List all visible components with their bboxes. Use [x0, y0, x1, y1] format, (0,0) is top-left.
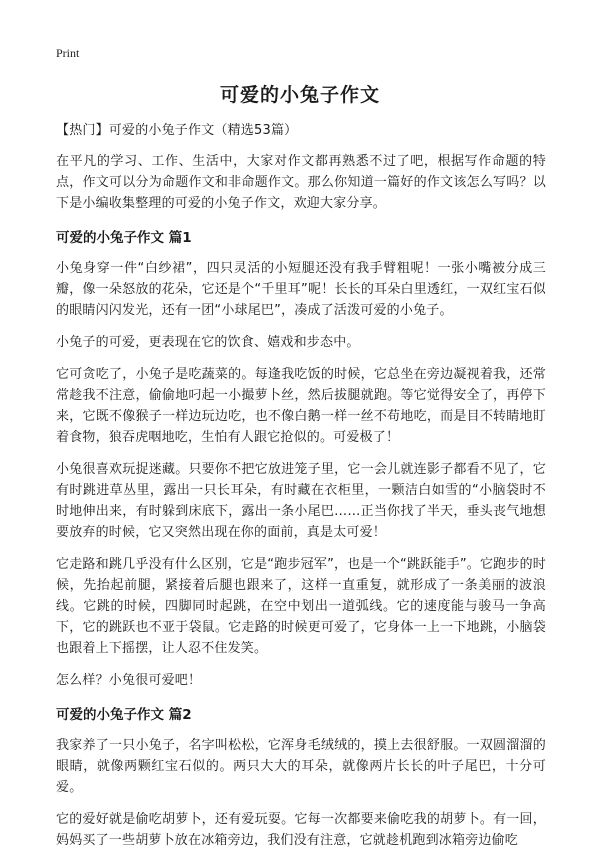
- intro-paragraph: 在平凡的学习、工作、生活中，大家对作文都再熟悉不过了吧，根据写作命题的特点，作文可以分为命题作文和非命题作文。那么你知道一篇好的作文该怎么写吗？以下是小编收集整理的可爱的小兔子作文，欢迎大家分享。: [56, 154, 546, 211]
- section-heading-1: 可爱的小兔子作文 篇1: [56, 230, 192, 246]
- section-2-paragraph-2: 它的爱好就是偷吃胡萝卜，还有爱玩耍。它每一次都要来偷吃我的胡萝卜。有一回，妈妈买了一些胡萝卜放在冰箱旁边，我们没有注意，它就趁机跑到冰箱旁边偷吃: [56, 812, 546, 848]
- section-1-paragraph-6: 怎么样？小兔很可爱吧！: [56, 673, 202, 688]
- document-body: [56, 120, 546, 862]
- section-2-paragraph-1: 我家养了一只小兔子，名字叫松松，它浑身毛绒绒的，摸上去很舒服。一双圆溜溜的眼睛，就像两颗红宝石似的。两只大大的耳朵，就像两片长长的叶子尾巴，十分可爱。: [56, 738, 546, 795]
- section-1-paragraph-5: 它走路和跳几乎没有什么区别，它是“跑步冠军”，也是一个“跳跃能手”。它跑步的时候，先抬起前腿，紧接着后腿也跟来了，这样一直重复，就形成了一条美丽的波浪线。它跳的时候，四脚同时起跳，在空中划出一道弧线。它的速度能与骏马一争高下，它的跳跃也不亚于袋鼠。它走路的时候更可爱了，它身体一上一下地跳，小脑袋也跟着上下摇摆，让人忍不住发笑。: [56, 557, 546, 656]
- section-heading-2: 可爱的小兔子作文 篇2: [56, 707, 192, 723]
- meta-line: 【热门】可爱的小兔子作文（精选53篇）: [56, 123, 298, 138]
- section-1-paragraph-3: 它可贪吃了，小兔子是吃蔬菜的。每逢我吃饭的时候，它总坐在旁边凝视着我，还常常趁我不注意，偷偷地叼起一小撮萝卜丝，然后拔腿就跑。等它觉得安全了，再停下来，它既不像猴子一样边玩边吃，也不像白鹅一样一丝不苟地吃，而是目不转睛地盯着食物，狼吞虎咽地吃，生怕有人跟它抢似的。可爱极了！: [56, 367, 546, 445]
- section-1-paragraph-4: 小兔很喜欢玩捉迷藏。只要你不把它放进笼子里，它一会儿就连影子都看不见了，它有时跳进草丛里，露出一只长耳朵，有时藏在衣柜里，一颗洁白如雪的“小脑袋时不时地伸出来，有时躲到床底下，露出一条小尾巴……正当你找了半天，垂头丧气地想要放弃的时候，它又突然出现在你的面前，真是太可爱！: [56, 462, 546, 540]
- document-title: 可爱的小兔子作文: [219, 84, 380, 106]
- section-1-paragraph-1: 小兔身穿一件“白纱裙”，四只灵活的小短腿还没有我手臂粗呢！一张小嘴被分成三瓣，像一朵怒放的花朵，它还是个“千里耳”呢！长长的耳朵白里透红，一双红宝石似的眼睛闪闪发光，还有一团“小球尾巴”，凑成了活泼可爱的小兔子。: [56, 261, 546, 318]
- section-1-paragraph-2: 小兔子的可爱，更表现在它的饮食、嬉戏和步态中。: [56, 335, 360, 350]
- print-label: Print: [56, 46, 80, 60]
